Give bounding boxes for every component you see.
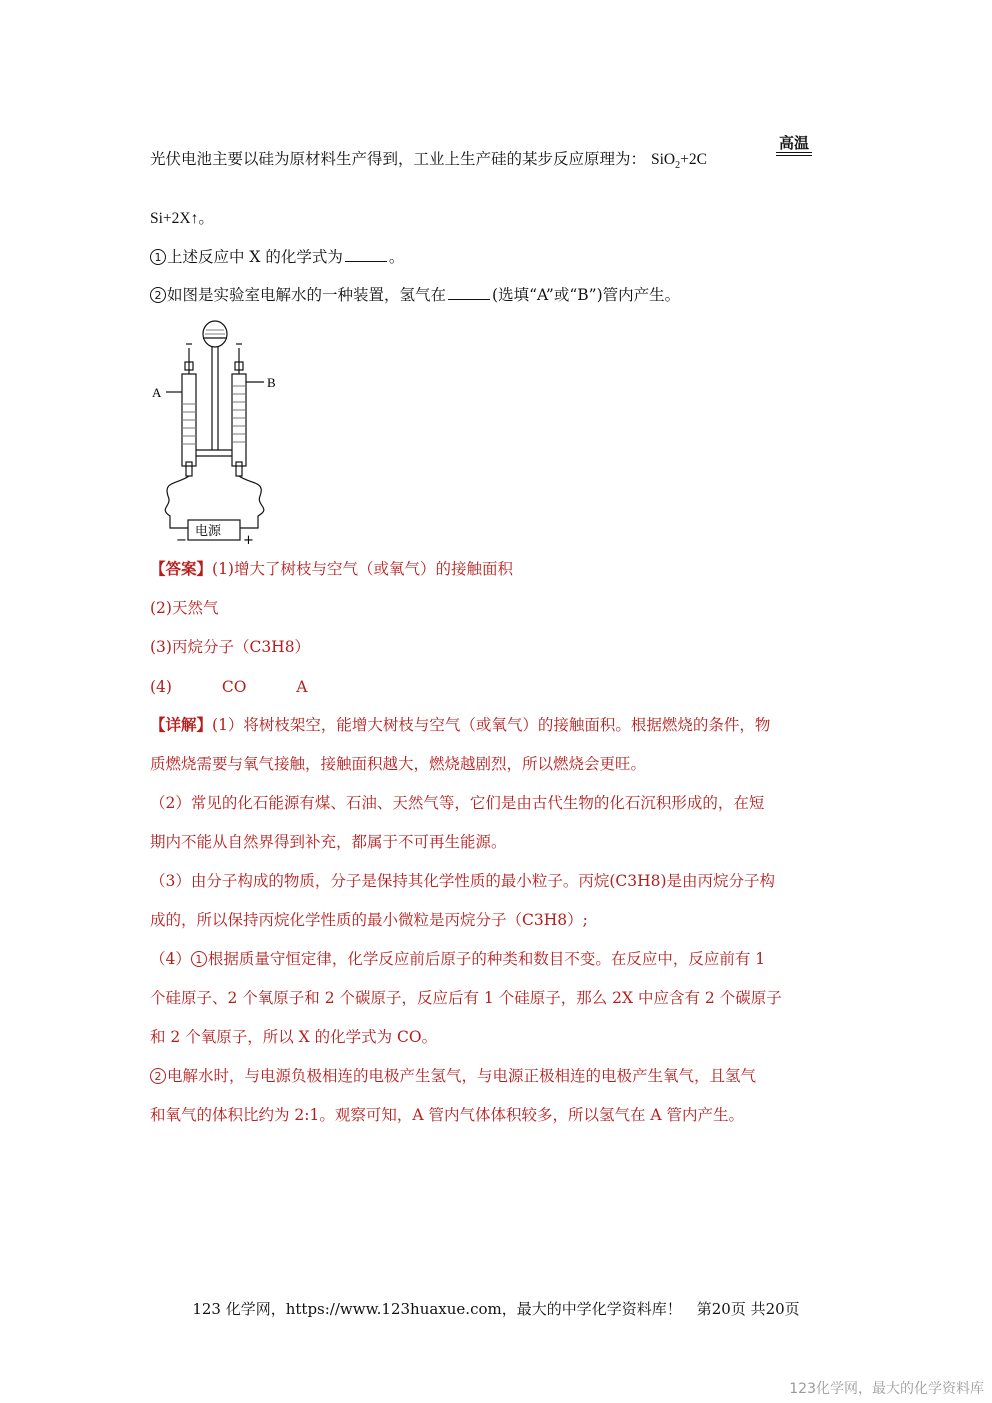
detail-p5-line2: 和氧气的体积比约为 2:1。观察可知，A 管内气体体积较多，所以氢气在 A 管内产生。 — [150, 1106, 745, 1124]
reaction-reactants: SiO$_2$+2C — [650, 151, 707, 172]
detail-p1-line1: 【详解】(1）将树枝架空，能增大树枝与空气（或氧气）的接触面积。根据燃烧的条件，物 — [150, 715, 771, 734]
answer-3: (3)丙烷分子（C3H8） — [150, 638, 311, 656]
detail-p2-line1: （2）常见的化石能源有煤、石油、天然气等，它们是由古代生物的化石沉积形成的，在短 — [150, 794, 765, 812]
detail-p5-line1: 2 电解水时，与电源负极相连的电极产生氢气，与电源正极相连的电极产生氧气，且氢气 — [150, 1065, 756, 1087]
detail-p1-line2: 质燃烧需要与氧气接触，接触面积越大，燃烧越剧烈，所以燃烧会更旺。 — [150, 755, 647, 773]
equals-bar-bottom — [776, 155, 812, 156]
circled-number: 1 — [191, 951, 207, 967]
detail-tag: 【详解】 — [150, 715, 213, 734]
positive-terminal: + — [243, 533, 254, 546]
answer-tag: 【答案】 — [150, 559, 213, 578]
reaction-condition: 高温 — [778, 134, 809, 152]
tube-a-label: A — [152, 385, 162, 400]
detail-p4-line3: 和 2 个氧原子，所以 X 的化学式为 CO。 — [150, 1028, 438, 1046]
circled-number: 2 — [150, 1068, 166, 1084]
power-source-label: 电源 — [195, 524, 222, 539]
electrolysis-apparatus-figure — [148, 316, 288, 546]
reaction-products: Si+2X↑。 — [150, 210, 214, 227]
answer-blank — [345, 247, 387, 262]
question-intro: 光伏电池主要以硅为原材料生产得到，工业上生产硅的某步反应原理为： SiO$_2$+2C — [150, 150, 707, 172]
detail-p4-line1: （4） 1 根据质量守恒定律，化学反应前后原子的种类和数目不变。在反应中，反应前有 1 — [150, 950, 766, 968]
circled-number: 2 — [150, 287, 166, 303]
detail-p3-line2: 成的，所以保持丙烷化学性质的最小微粒是丙烷分子（C3H8）; — [150, 911, 588, 929]
circled-number: 1 — [150, 249, 166, 265]
detail-p4-line2: 个硅原子、2 个氧原子和 2 个碳原子，反应后有 1 个硅原子，那么 2X 中应含有 2 个碳原子 — [150, 989, 782, 1007]
page-footer: 123 化学网，https://www.123huaxue.com，最大的中学化学资料库！ 第20页 共20页 — [192, 1300, 800, 1318]
detail-p2-line2: 期内不能从自然界得到补充，都属于不可再生能源。 — [150, 833, 507, 851]
negative-terminal: − — [176, 533, 187, 546]
question-1: 1 上述反应中 X 的化学式为 。 — [150, 246, 404, 268]
answer-4: (4) CO A — [150, 678, 308, 696]
site-watermark: 123化学网，最大的化学资料库 — [789, 1381, 984, 1397]
equals-bar-top — [776, 152, 812, 153]
question-2: 2 如图是实验室电解水的一种装置，氢气在 (选填“A”或“B”)管内产生。 — [150, 284, 680, 306]
answer-1: 【答案】(1)增大了树枝与空气（或氧气）的接触面积 — [150, 559, 513, 578]
answer-blank — [448, 285, 490, 300]
detail-p3-line1: （3）由分子构成的物质，分子是保持其化学性质的最小粒子。丙烷(C3H8)是由丙烷分子构 — [150, 872, 776, 890]
tube-b-label: B — [267, 375, 276, 390]
answer-2: (2)天然气 — [150, 599, 219, 617]
